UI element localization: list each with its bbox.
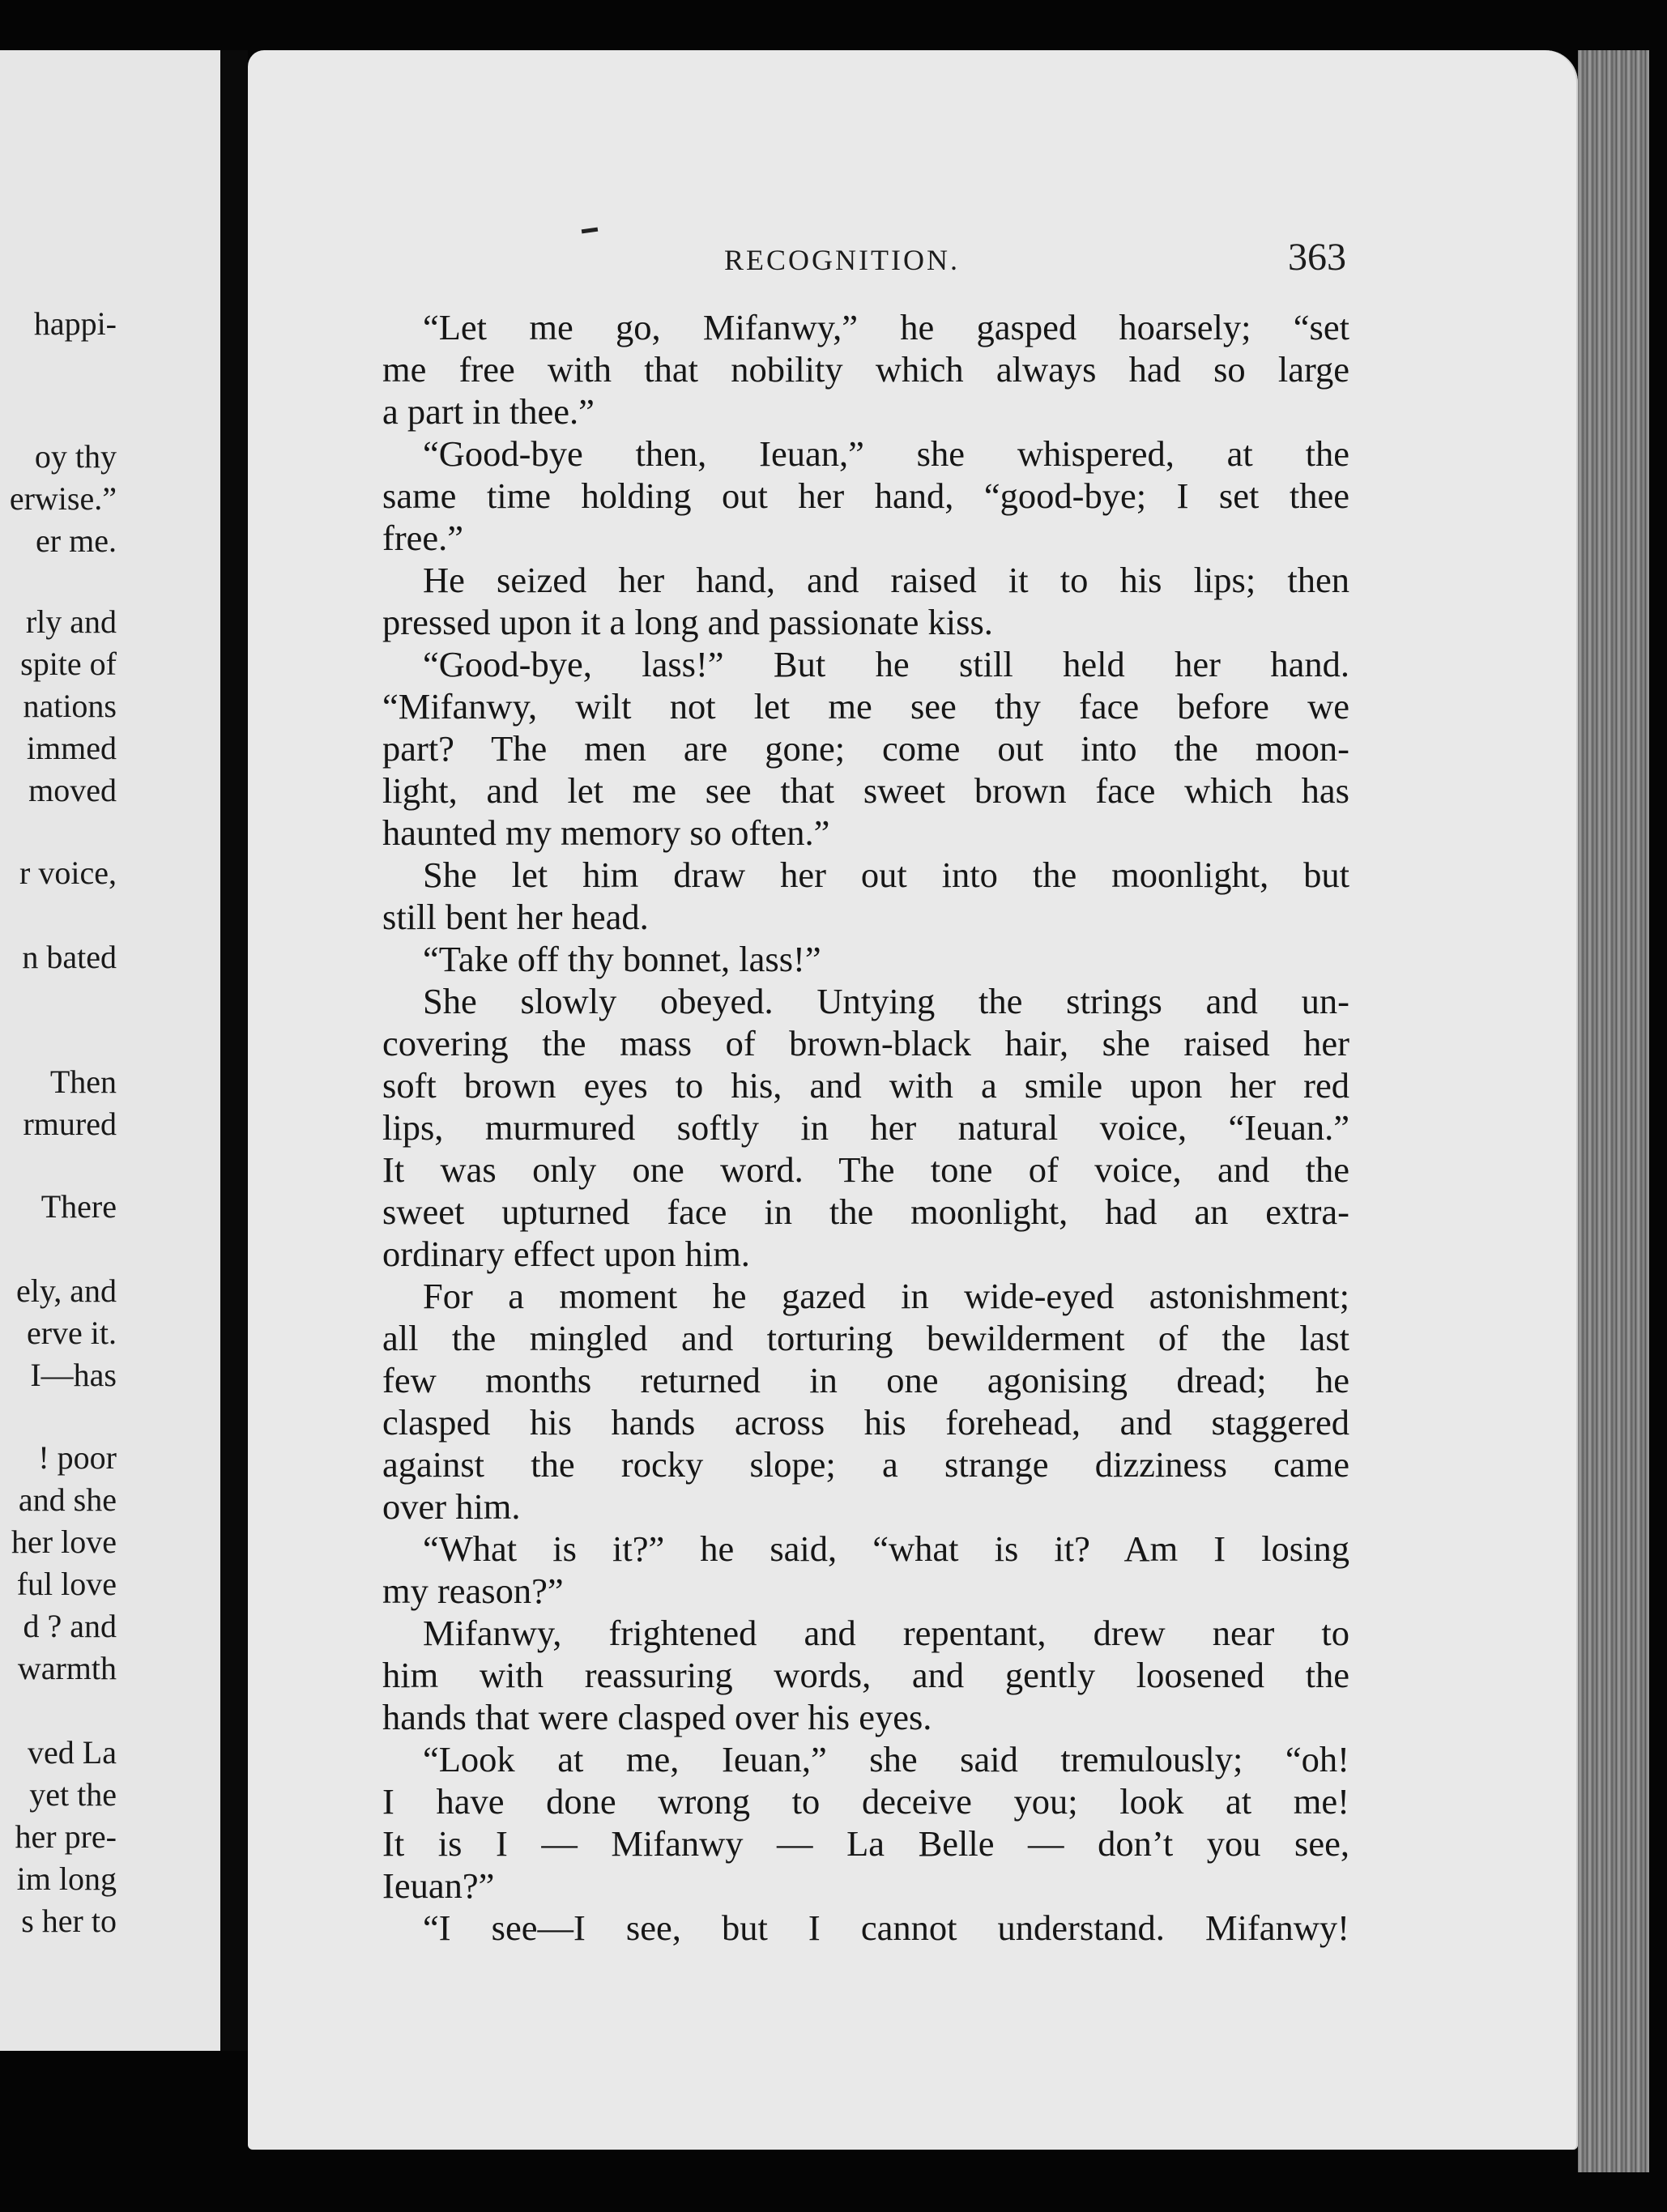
page-number: 363 bbox=[1288, 236, 1346, 279]
text-line: my reason?” bbox=[382, 1571, 564, 1611]
text-line: Mifanwy, frightened and repentant, drew near to bbox=[423, 1613, 1349, 1653]
facing-page-line: yet the bbox=[29, 1776, 117, 1813]
facing-page-line: r voice, bbox=[19, 855, 117, 891]
text-line: “Good-bye then, Ieuan,” she whispered, at the bbox=[423, 433, 1349, 474]
text-line: ordinary effect upon him. bbox=[382, 1234, 750, 1274]
text-line: me free with that nobility which always had so large bbox=[382, 349, 1349, 390]
facing-page-line: d ? and bbox=[23, 1608, 117, 1644]
facing-page-line: ful love bbox=[16, 1566, 117, 1602]
text-line: She let him draw her out into the moonlight, but bbox=[423, 855, 1349, 895]
facing-page-line: spite of bbox=[20, 646, 117, 682]
facing-page-line: her pre- bbox=[15, 1818, 117, 1855]
text-line: “Mifanwy, wilt not let me see thy face before we bbox=[382, 686, 1349, 727]
facing-page-line: and she bbox=[18, 1481, 117, 1518]
body-text bbox=[382, 306, 1349, 1949]
facing-page-line: moved bbox=[28, 772, 117, 808]
facing-page-line: erwise.” bbox=[9, 480, 117, 517]
facing-page-line: ved La bbox=[28, 1734, 117, 1771]
facing-page-line: ely, and bbox=[15, 1272, 117, 1309]
facing-page-line: I—has bbox=[30, 1357, 117, 1393]
book-spine-gap bbox=[220, 50, 248, 2051]
text-line: “What is it?” he said, “what is it? Am I losing bbox=[423, 1528, 1349, 1569]
text-line: “Good-bye, lass!” But he still held her hand. bbox=[423, 644, 1349, 684]
text-line: “Take off thy bonnet, lass!” bbox=[423, 939, 821, 979]
text-line: few months returned in one agonising dread; he bbox=[382, 1360, 1349, 1400]
text-line: him with reassuring words, and gently loosened the bbox=[382, 1655, 1349, 1695]
text-line: pressed upon it a long and passionate kiss. bbox=[382, 602, 993, 642]
text-line: against the rocky slope; a strange dizziness came bbox=[382, 1444, 1349, 1485]
facing-page-line: Then bbox=[49, 1063, 117, 1100]
text-line: “I see—I see, but I cannot understand. Mifanwy! bbox=[423, 1907, 1349, 1948]
text-line: part? The men are gone; come out into the moon- bbox=[382, 728, 1349, 769]
text-line: a part in thee.” bbox=[382, 391, 595, 432]
text-line: “Look at me, Ieuan,” she said tremulously; “oh! bbox=[423, 1739, 1349, 1779]
facing-page-line: her love bbox=[11, 1524, 117, 1560]
facing-page-line: warmth bbox=[17, 1650, 117, 1686]
text-line: over him. bbox=[382, 1486, 521, 1527]
text-line: He seized her hand, and raised it to his lips; then bbox=[423, 560, 1349, 600]
text-line: It was only one word. The tone of voice, and the bbox=[382, 1149, 1349, 1190]
text-line: Ieuan?” bbox=[382, 1865, 495, 1906]
text-line: free.” bbox=[382, 518, 464, 558]
facing-page-line: im long bbox=[16, 1860, 117, 1897]
text-line: I have done wrong to deceive you; look at me! bbox=[382, 1781, 1349, 1822]
text-line: same time holding out her hand, “good-bye; I set thee bbox=[382, 475, 1349, 516]
facing-page-line: erve it. bbox=[26, 1315, 117, 1351]
text-line: all the mingled and torturing bewilderment of the last bbox=[382, 1318, 1349, 1358]
text-line: still bent her head. bbox=[382, 897, 649, 937]
facing-page-line: n bated bbox=[22, 939, 117, 975]
facing-page-line: rmured bbox=[23, 1106, 117, 1142]
facing-page-line: There bbox=[41, 1188, 117, 1225]
facing-page-line: immed bbox=[26, 730, 117, 766]
facing-page-line: s her to bbox=[21, 1903, 117, 1939]
text-line: hands that were clasped over his eyes. bbox=[382, 1697, 932, 1737]
text-line: For a moment he gazed in wide-eyed astonishment; bbox=[423, 1276, 1349, 1316]
text-line: lips, murmured softly in her natural voice, “Ieuan.” bbox=[382, 1107, 1349, 1148]
text-line: sweet upturned face in the moonlight, had an extra- bbox=[382, 1191, 1349, 1232]
text-line: covering the mass of brown-black hair, she raised her bbox=[382, 1023, 1349, 1063]
chapter-title: RECOGNITION. bbox=[724, 244, 960, 276]
running-header bbox=[382, 232, 1346, 280]
facing-page-fragment bbox=[0, 50, 220, 2051]
facing-page-line: ! poor bbox=[38, 1439, 117, 1476]
text-line: clasped his hands across his forehead, and staggered bbox=[382, 1402, 1349, 1443]
text-line: It is I — Mifanwy — La Belle — don’t you see, bbox=[382, 1823, 1349, 1864]
text-line: soft brown eyes to his, and with a smile upon her red bbox=[382, 1065, 1349, 1106]
facing-page-line: happi- bbox=[33, 305, 117, 342]
page-edge-shading bbox=[1578, 50, 1649, 2172]
facing-page-line: nations bbox=[23, 688, 117, 724]
text-line: “Let me go, Mifanwy,” he gasped hoarsely; “set bbox=[423, 307, 1349, 347]
text-line: haunted my memory so often.” bbox=[382, 812, 830, 853]
facing-page-line: er me. bbox=[36, 522, 117, 559]
text-line: light, and let me see that sweet brown face which has bbox=[382, 770, 1349, 811]
facing-page-line: oy thy bbox=[34, 438, 117, 475]
text-line: She slowly obeyed. Untying the strings and un- bbox=[423, 981, 1349, 1021]
facing-page-line: rly and bbox=[25, 603, 117, 640]
